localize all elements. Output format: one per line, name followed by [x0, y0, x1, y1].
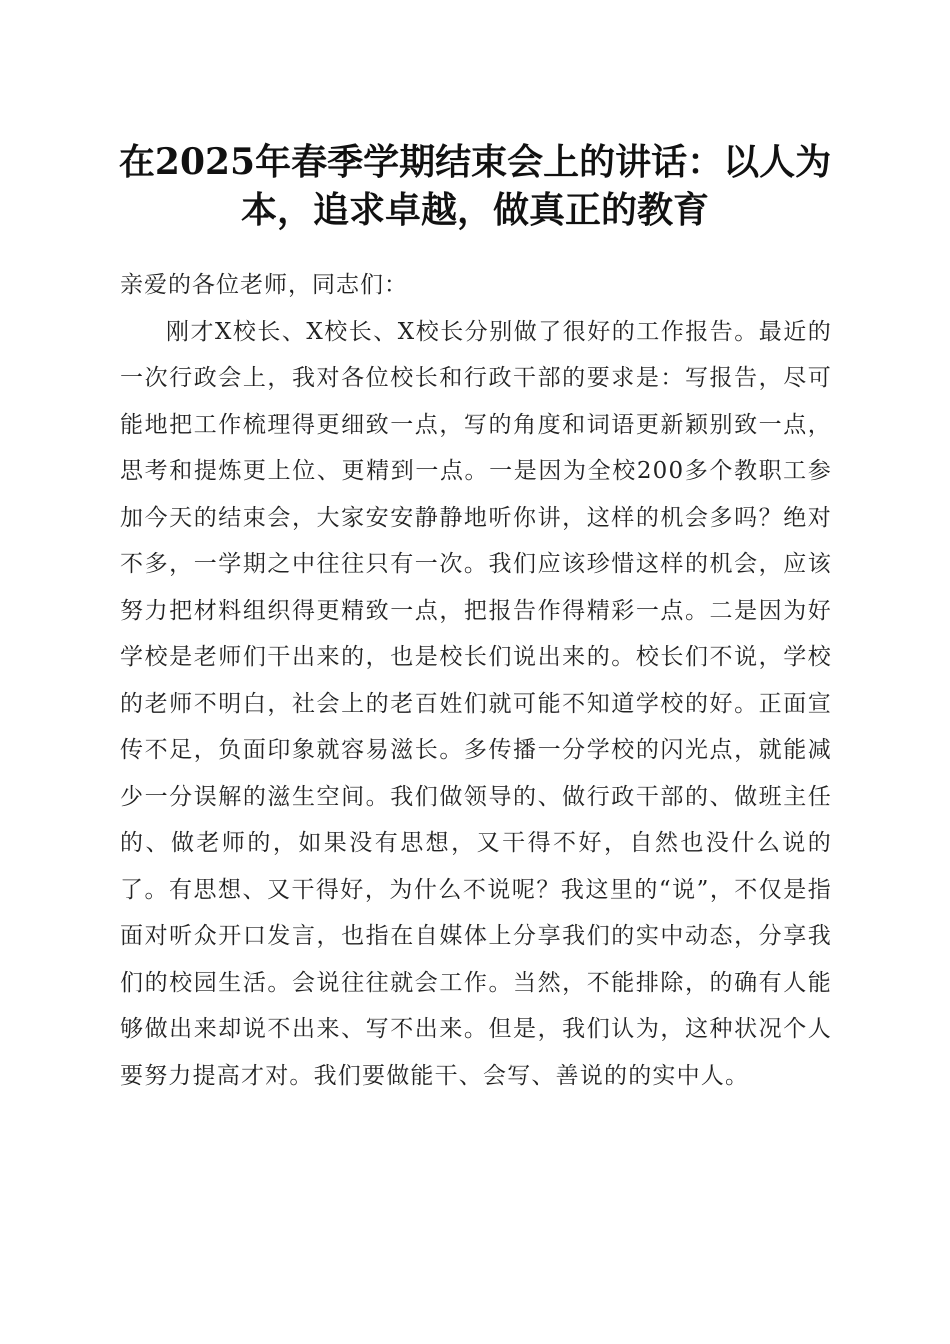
title-line-1: 在2025年春季学期结束会上的讲话：以人为: [118, 141, 832, 183]
title-line-2: 本，追求卓越，做真正的教育: [240, 189, 709, 231]
document-body: [120, 262, 832, 1099]
document-title: [110, 138, 840, 234]
salutation: 亲爱的各位老师，同志们：: [120, 272, 408, 298]
body-paragraph: 刚才X校长、X校长、X校长分别做了很好的工作报告。最近的一次行政会上，我对各位校长和行政干部的要求是：写报告，尽可能地把工作梳理得更细致一点，写的角度和词语更新颖别致一点，思考和提炼更上位、更精到一点。一是因为全校200多个教职工参加今天的结束会，大家安安静静地听你讲，这样的机会多吗？绝对不多，一学期之中往往只有一次。我们应该珍惜这样的机会，应该努力把材料组织得更精致一点，把报告作得精彩一点。二是因为好学校是老师们干出来的，也是校长们说出来的。校长们不说，学校的老师不明白，社会上的老百姓们就可能不知道学校的好。正面宣传不足，负面印象就容易滋长。多传播一分学校的闪光点，就能减少一分误解的滋生空间。我们做领导的、做行政干部的、做班主任的、做老师的，如果没有思想，又干得不好，自然也没什么说的了。有思想、又干得好，为什么不说呢？我这里的“说”，不仅是指面对听众开口发言，也指在自媒体上分享我们的实中动态，分享我们的校园生活。会说往往就会工作。当然，不能排除，的确有人能够做出来却说不出来、写不出来。但是，我们认为，这种状况个人要努力提高才对。我们要做能干、会写、善说的的实中人。: [120, 318, 832, 1089]
